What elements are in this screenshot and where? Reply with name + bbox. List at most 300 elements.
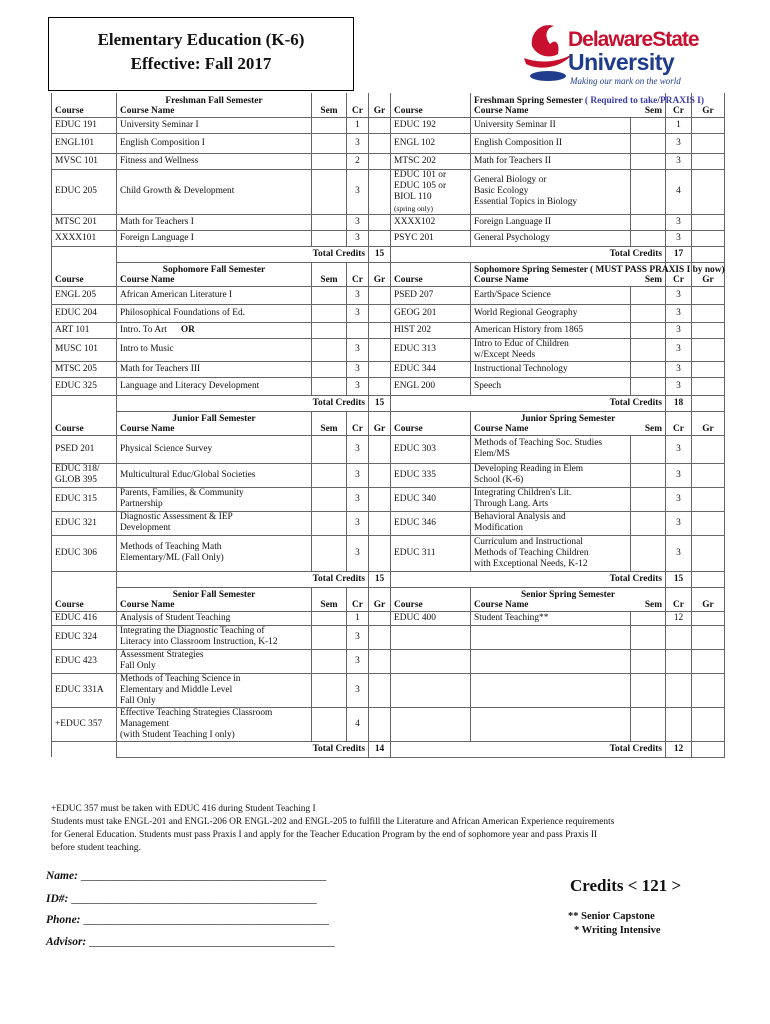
course-name — [471, 673, 631, 707]
semester-cell — [312, 611, 347, 625]
course-title: Math for Teachers I — [120, 216, 194, 227]
course-code: EDUC 306 — [52, 535, 117, 571]
semester-cell — [312, 322, 347, 338]
credit-value: 3 — [347, 230, 369, 246]
cr-col-header: Cr — [666, 262, 692, 286]
semester-cell — [312, 377, 347, 395]
table-row — [52, 169, 725, 214]
credit-value: 3 — [347, 487, 369, 511]
writing-intensive-note: * Writing Intensive — [574, 925, 661, 936]
table-row — [52, 322, 725, 338]
spring-total-credits: 18 — [666, 395, 692, 411]
phone-field[interactable] — [46, 914, 329, 926]
total-credits-label: Total Credits — [117, 246, 369, 262]
blank-cell — [52, 741, 117, 757]
semester-cell — [631, 133, 666, 153]
semester-cell — [631, 707, 666, 741]
course-code-text: EDUC 303 — [394, 443, 436, 454]
gr-col-header: Gr — [369, 93, 391, 117]
course-title: Analysis of Student Teaching — [120, 612, 231, 623]
credit-value — [666, 673, 692, 707]
table-row — [52, 673, 725, 707]
or-label: OR — [180, 324, 195, 335]
table-row — [52, 535, 725, 571]
sophomore-total-row — [52, 395, 725, 411]
course-title: Methods of Teaching Math Elementary/ML (Fall Only) — [120, 542, 224, 563]
total-credits-label: Total Credits — [391, 395, 666, 411]
course-name — [117, 117, 312, 133]
course-col-header: Course — [52, 262, 117, 286]
sem-col-header: Sem — [644, 600, 662, 610]
id-line: _____________________________________________ — [71, 893, 317, 905]
semester-cell — [312, 625, 347, 649]
grade-cell — [369, 535, 391, 571]
course-code — [391, 625, 471, 649]
course-code: EDUC 325 — [52, 377, 117, 395]
phone-line: _____________________________________________ — [83, 914, 329, 926]
name-line: _____________________________________________ — [80, 870, 327, 882]
semester-cell — [631, 286, 666, 304]
course-name: Integrating Children's Lit. Through Lang. Arts — [471, 487, 631, 511]
credit-value: 1 — [666, 117, 692, 133]
logo-tagline: Making our mark on the world — [570, 76, 681, 86]
grade-cell — [369, 625, 391, 649]
credit-value: 3 — [347, 673, 369, 707]
phone-label: Phone: — [46, 914, 81, 926]
junior-spring-semester-title — [474, 414, 662, 425]
course-code-text: MTSC 202 — [394, 155, 436, 166]
course-code-text: XXXX102 — [394, 216, 436, 227]
course-code: EDUC 315 — [52, 487, 117, 511]
grade-cell — [369, 611, 391, 625]
grade-cell — [692, 214, 725, 230]
sophomore-spring-title-text: Sophomore Spring Semester ( MUST PASS PRAXIS I by now) — [474, 264, 725, 275]
grade-cell — [369, 487, 391, 511]
course-code — [391, 535, 471, 571]
course-name — [117, 377, 312, 395]
semester-cell — [312, 535, 347, 571]
course-name — [117, 463, 312, 487]
semester-cell — [312, 117, 347, 133]
junior-spring-title — [471, 411, 666, 435]
grade-cell — [692, 487, 725, 511]
blank-cell — [692, 395, 725, 411]
grade-cell — [692, 673, 725, 707]
course-name: English Composition II — [471, 133, 631, 153]
course-name — [117, 169, 312, 214]
freshman-header-row — [52, 93, 725, 117]
semester-cell — [631, 304, 666, 322]
spring-total-credits: 12 — [666, 741, 692, 757]
freshman-fall-title — [117, 93, 312, 117]
table-row — [52, 286, 725, 304]
logo-flame-icon — [532, 25, 559, 56]
grade-cell — [692, 649, 725, 673]
grade-cell — [369, 133, 391, 153]
name-label: Name: — [46, 870, 78, 882]
credit-value: 2 — [347, 153, 369, 169]
course-code: EDUC 191 — [52, 117, 117, 133]
course-code: +EDUC 357 — [52, 707, 117, 741]
course-name: University Seminar II — [471, 117, 631, 133]
university-logo — [520, 14, 720, 94]
fall-total-credits: 15 — [369, 395, 391, 411]
course-title: University Seminar I — [120, 119, 199, 130]
course-name — [471, 707, 631, 741]
sem-col-header: Sem — [312, 411, 347, 435]
grade-cell — [692, 535, 725, 571]
senior-fall-semester-title: Senior Fall Semester — [172, 589, 256, 600]
grade-cell — [369, 117, 391, 133]
table-row — [52, 649, 725, 673]
note-line-4: before student teaching. — [51, 843, 141, 853]
senior-spring-title — [471, 587, 666, 611]
title-box — [48, 17, 354, 91]
credit-value: 3 — [666, 214, 692, 230]
course-name — [117, 153, 312, 169]
sophomore-header-row — [52, 262, 725, 286]
semester-cell — [631, 322, 666, 338]
junior-fall-semester-title: Junior Fall Semester — [172, 413, 256, 424]
course-code-text: EDUC 344 — [394, 363, 436, 374]
course-name-col-header: Course Name — [120, 600, 175, 610]
course-name — [117, 322, 312, 338]
credit-value: 3 — [666, 230, 692, 246]
fall-total-credits: 15 — [369, 246, 391, 262]
junior-total-row — [52, 571, 725, 587]
credit-value: 3 — [347, 377, 369, 395]
credit-value: 12 — [666, 611, 692, 625]
course-code-text: EDUC 101 or EDUC 105 or BIOL 110 — [394, 169, 447, 202]
semester-cell — [631, 463, 666, 487]
grade-cell — [692, 322, 725, 338]
credit-value: 3 — [666, 361, 692, 377]
spring-total-credits: 17 — [666, 246, 692, 262]
grade-cell — [369, 153, 391, 169]
semester-cell — [312, 487, 347, 511]
gr-col-header: Gr — [369, 587, 391, 611]
grade-cell — [692, 338, 725, 361]
grade-cell — [692, 377, 725, 395]
grade-cell — [692, 707, 725, 741]
course-code — [391, 169, 471, 214]
course-name — [117, 361, 312, 377]
table-row — [52, 361, 725, 377]
grade-cell — [369, 673, 391, 707]
course-code: MTSC 205 — [52, 361, 117, 377]
course-col-header: Course — [391, 93, 471, 117]
table-row — [52, 611, 725, 625]
cr-col-header: Cr — [347, 93, 369, 117]
junior-header-row — [52, 411, 725, 435]
note-line-3: for General Education. Students must pass Praxis I and apply for the Teacher Education Program by the end of sophomore year and pass Praxis II — [51, 830, 598, 840]
sophomore-fall-title — [117, 262, 312, 286]
semester-cell — [312, 286, 347, 304]
credit-value: 3 — [666, 377, 692, 395]
course-title: African American Literature I — [120, 289, 233, 300]
grade-cell — [369, 338, 391, 361]
grade-cell — [369, 214, 391, 230]
freshman-total-row — [52, 246, 725, 262]
notes — [51, 803, 671, 855]
blank-cell — [52, 246, 117, 262]
grade-cell — [369, 463, 391, 487]
senior-capstone-note: ** Senior Capstone — [568, 911, 655, 922]
course-name: Methods of Teaching Soc. Studies Elem/MS — [471, 435, 631, 463]
grade-cell — [369, 361, 391, 377]
course-name — [117, 611, 312, 625]
grade-cell — [692, 117, 725, 133]
course-name: Foreign Language II — [471, 214, 631, 230]
effective-date: Effective: Fall 2017 — [130, 54, 272, 73]
semester-cell — [312, 338, 347, 361]
sem-col-header: Sem — [312, 262, 347, 286]
course-name-col-header: Course Name — [120, 106, 175, 116]
course-name — [117, 230, 312, 246]
semester-cell — [631, 214, 666, 230]
course-code: EDUC 416 — [52, 611, 117, 625]
semester-cell — [631, 117, 666, 133]
table-row — [52, 133, 725, 153]
grade-cell — [692, 611, 725, 625]
course-code: EDUC 331A — [52, 673, 117, 707]
total-credits-label: Total Credits — [391, 246, 666, 262]
course-name: Earth/Space Science — [471, 286, 631, 304]
course-col-header: Course — [52, 411, 117, 435]
grade-cell — [369, 169, 391, 214]
cr-col-header: Cr — [666, 411, 692, 435]
course-title: Child Growth & Development — [120, 186, 235, 196]
course-name: Speech — [471, 377, 631, 395]
sophomore-spring-semester-title — [474, 264, 725, 276]
course-name — [117, 487, 312, 511]
semester-cell — [312, 511, 347, 535]
grade-cell — [692, 304, 725, 322]
course-title: Intro to Music — [120, 344, 174, 354]
course-code — [391, 214, 471, 230]
course-code: ENGL 205 — [52, 286, 117, 304]
advisor-line: _____________________________________________ — [89, 936, 335, 948]
course-name: Student Teaching** — [471, 611, 631, 625]
credit-value — [347, 322, 369, 338]
grade-cell — [692, 463, 725, 487]
name-field[interactable] — [46, 870, 326, 882]
course-name — [117, 511, 312, 535]
credit-value — [666, 649, 692, 673]
course-code: EDUC 318/ GLOB 395 — [52, 463, 117, 487]
course-code — [391, 304, 471, 322]
credit-value: 4 — [347, 707, 369, 741]
course-code: MUSC 101 — [52, 338, 117, 361]
course-code-text: EDUC 311 — [394, 547, 436, 558]
table-row — [52, 230, 725, 246]
credit-value: 3 — [347, 286, 369, 304]
table-row — [52, 117, 725, 133]
course-col-header: Course — [391, 587, 471, 611]
sem-col-header: Sem — [312, 587, 347, 611]
course-code — [391, 361, 471, 377]
table-row — [52, 487, 725, 511]
course-code-text: EDUC 192 — [394, 119, 436, 130]
credit-value: 3 — [347, 361, 369, 377]
gr-col-header: Gr — [369, 262, 391, 286]
credit-value: 1 — [347, 611, 369, 625]
spring-only-note: (spring only) — [394, 203, 433, 213]
credit-value: 3 — [666, 463, 692, 487]
course-code — [391, 377, 471, 395]
course-name — [471, 625, 631, 649]
table-row — [52, 511, 725, 535]
course-code — [391, 673, 471, 707]
course-name-col-header: Course Name — [474, 424, 529, 434]
course-title: English Composition I — [120, 137, 205, 148]
sophomore-fall-semester-title: Sophomore Fall Semester — [162, 264, 266, 275]
blank-cell — [52, 395, 117, 411]
course-name: American History from 1865 — [471, 322, 631, 338]
fall-total-credits: 14 — [369, 741, 391, 757]
course-code-text: PSED 207 — [394, 289, 434, 300]
course-code: EDUC 423 — [52, 649, 117, 673]
course-code-text: EDUC 335 — [394, 469, 436, 480]
freshman-fall-semester-title: Freshman Fall Semester — [165, 95, 263, 106]
course-code: EDUC 324 — [52, 625, 117, 649]
credit-value: 3 — [347, 338, 369, 361]
course-code — [391, 707, 471, 741]
credit-value: 3 — [347, 535, 369, 571]
semester-cell — [312, 435, 347, 463]
course-title: Diagnostic Assessment & IEP Development — [120, 512, 233, 533]
course-code: PSED 201 — [52, 435, 117, 463]
total-credits-label: Total Credits — [117, 741, 369, 757]
blank-cell — [52, 571, 117, 587]
credit-value: 3 — [666, 435, 692, 463]
grade-cell — [369, 230, 391, 246]
table-row — [52, 463, 725, 487]
page-title: Elementary Education (K-6) — [97, 30, 305, 49]
course-title: Parents, Families, & Community Partnership — [120, 488, 244, 509]
course-title: Intro. To Art — [120, 324, 167, 335]
course-code: EDUC 204 — [52, 304, 117, 322]
credit-value — [666, 625, 692, 649]
course-name-col-header: Course Name — [120, 424, 175, 434]
blank-cell — [692, 246, 725, 262]
table-row — [52, 338, 725, 361]
course-title: Math for Teachers III — [120, 363, 201, 374]
semester-cell — [312, 133, 347, 153]
course-name: General Biology or Basic Ecology Essential Topics in Biology — [471, 169, 631, 214]
course-code: MVSC 101 — [52, 153, 117, 169]
cr-col-header: Cr — [347, 411, 369, 435]
course-code — [391, 487, 471, 511]
senior-header-row — [52, 587, 725, 611]
degree-plan-table — [51, 93, 725, 758]
semester-cell — [631, 338, 666, 361]
course-code-text: ENGL 102 — [394, 137, 436, 148]
course-name: World Regional Geography — [471, 304, 631, 322]
credit-value: 3 — [347, 304, 369, 322]
grade-cell — [692, 153, 725, 169]
total-credits-label: Total Credits — [391, 571, 666, 587]
course-title: Effective Teaching Strategies Classroom Management (with Student Teaching I only) — [120, 707, 273, 740]
course-name — [117, 649, 312, 673]
course-col-header: Course — [391, 262, 471, 286]
logo-book-icon — [530, 71, 566, 81]
freshman-spring-title-text: Freshman Spring Semester — [474, 95, 583, 106]
course-name-col-header: Course Name — [120, 275, 175, 285]
grade-cell — [692, 435, 725, 463]
sem-col-header: Sem — [312, 93, 347, 117]
course-name — [117, 707, 312, 741]
semester-cell — [631, 361, 666, 377]
note-line-2: Students must take ENGL-201 and ENGL-206 OR ENGL-202 and ENGL-205 to fulfill the Literature and African American Experience requirements — [51, 817, 615, 827]
credits-total: Credits < 121 > — [570, 876, 682, 895]
course-code-text: EDUC 313 — [394, 344, 436, 354]
advisor-label: Advisor: — [46, 936, 87, 948]
course-title: Integrating the Diagnostic Teaching of Literacy into Classroom Instruction, K-12 — [120, 626, 278, 647]
course-name-col-header: Course Name — [474, 275, 529, 285]
course-name: Developing Reading in Elem School (K-6) — [471, 463, 631, 487]
logo-name-line1: DelawareState — [568, 28, 699, 51]
course-title: Fitness and Wellness — [120, 155, 199, 166]
grade-cell — [369, 377, 391, 395]
semester-cell — [631, 435, 666, 463]
junior-spring-title-text: Junior Spring Semester — [520, 413, 616, 424]
gr-col-header: Gr — [692, 411, 725, 435]
id-label: ID#: — [46, 893, 69, 905]
course-code — [391, 338, 471, 361]
credit-value: 3 — [666, 511, 692, 535]
gr-col-header: Gr — [692, 93, 725, 117]
advisor-field[interactable] — [46, 936, 334, 948]
course-name — [117, 625, 312, 649]
credit-value: 3 — [347, 169, 369, 214]
semester-cell — [312, 153, 347, 169]
credit-value: 3 — [347, 511, 369, 535]
course-title: Methods of Teaching Science in Elementary and Middle Level Fall Only — [120, 673, 241, 706]
course-name: Intro to Educ of Children w/Except Needs — [471, 338, 631, 361]
course-code-text: EDUC 400 — [394, 612, 436, 623]
senior-fall-title — [117, 587, 312, 611]
credit-value: 4 — [666, 169, 692, 214]
credit-value: 3 — [347, 214, 369, 230]
praxis-requirement-note: ( Required to take/PRAXIS I) — [584, 95, 704, 106]
semester-cell — [631, 511, 666, 535]
credit-value: 3 — [666, 535, 692, 571]
semester-cell — [631, 625, 666, 649]
semester-cell — [631, 153, 666, 169]
course-name: Math for Teachers II — [471, 153, 631, 169]
semester-cell — [312, 230, 347, 246]
semester-cell — [631, 169, 666, 214]
gr-col-header: Gr — [692, 587, 725, 611]
legend — [568, 910, 661, 938]
course-name — [117, 535, 312, 571]
table-row — [52, 153, 725, 169]
course-title: Physical Science Survey — [120, 443, 213, 454]
course-col-header: Course — [52, 587, 117, 611]
course-code: XXXX101 — [52, 230, 117, 246]
gr-col-header: Gr — [692, 262, 725, 286]
gr-col-header: Gr — [369, 411, 391, 435]
credit-value: 3 — [666, 338, 692, 361]
credit-value: 3 — [666, 487, 692, 511]
credit-value — [666, 707, 692, 741]
id-field[interactable] — [46, 893, 317, 905]
course-title: Foreign Language I — [120, 232, 194, 243]
cr-col-header: Cr — [666, 587, 692, 611]
semester-cell — [312, 673, 347, 707]
course-code — [391, 117, 471, 133]
